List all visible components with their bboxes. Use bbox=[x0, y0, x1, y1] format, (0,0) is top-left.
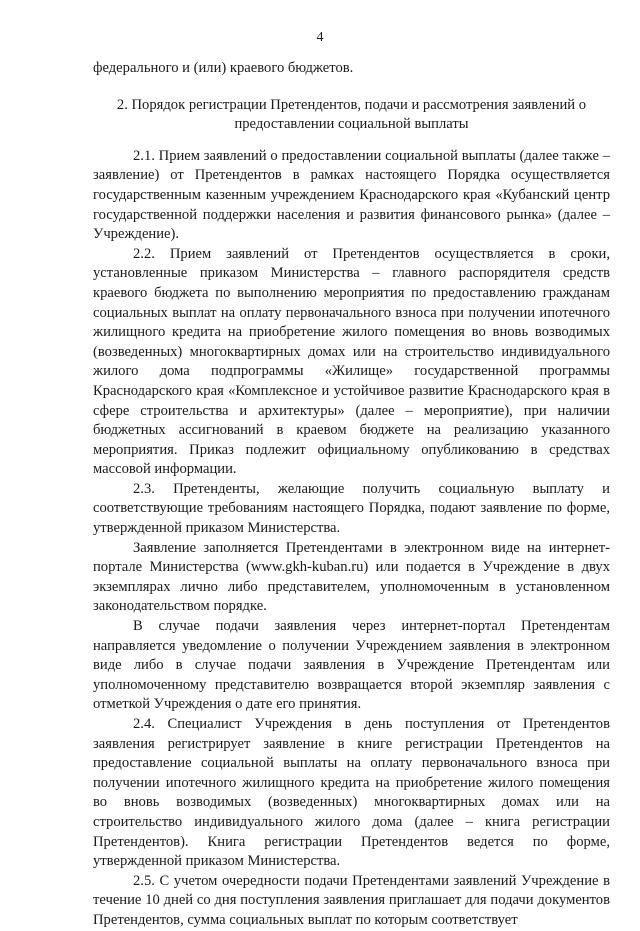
paragraph-application-form: Заявление заполняется Претендентами в электронном виде на интернет-портале Министерства (www.gkh-kuban.ru) или подается в Учреждение в двух экземплярах лично либо представителем, уполномоченным в установленном законодательством порядке. bbox=[93, 539, 610, 615]
paragraph-2-5: 2.5. С учетом очередности подачи Претендентами заявлений Учреждение в течение 10 дней со дня поступления заявления приглашает для подачи документов Претендентов, сумма социальных выплат по которым соответствует bbox=[93, 872, 610, 928]
section-heading: 2. Порядок регистрации Претендентов, подачи и рассмотрения заявлений о предоставлении социальной выплаты bbox=[116, 96, 587, 133]
paragraph-2-1: 2.1. Прием заявлений о предоставлении социальной выплаты (далее также – заявление) от Претендентов в рамках настоящего Порядка осуществляется государственным казенным учреждением Краснодарского края «Кубанский центр государственной поддержки населения и развития финансового рынка» (далее – Учреждение). bbox=[93, 147, 610, 243]
document-body bbox=[93, 59, 610, 931]
page-number: 4 bbox=[316, 30, 324, 45]
continuation-text: федерального и (или) краевого бюджетов. bbox=[93, 60, 354, 76]
paragraph-2-2: 2.2. Прием заявлений от Претендентов осуществляется в сроки, установленные приказом Министерства – главного распорядителя средств краевого бюджета по выполнению мероприятия по предоставлению гражданам социальных выплат на оплату первоначального взноса при получении ипотечного жилищного кредита на приобретение жилого помещения во вновь возводимых (возведенных) многоквартирных домах или на строительство индивидуального жилого дома подпрограммы «Жилище» государственной программы Краснодарского края «Комплексное и устойчивое развитие Краснодарского края в сфере строительства и архитектуры» (далее – мероприятие), при наличии бюджетных ассигнований в краевом бюджете на реализацию указанного мероприятия. Приказ подлежит официальному опубликованию в средствах массовой информации. bbox=[93, 245, 610, 478]
paragraph-2-4: 2.4. Специалист Учреждения в день поступления от Претендентов заявления регистрирует заявление в книге регистрации Претендентов на предоставление социальной выплаты на оплату первоначального взноса при получении ипотечного жилищного кредита на приобретение жилого помещения во вновь возводимых (возведенных) многоквартирных домах или на строительство индивидуального жилого дома (далее – книга регистрации Претендентов). Книга регистрации Претендентов ведется по форме, утвержденной приказом Министерства. bbox=[93, 716, 610, 870]
paragraph-notification: В случае подачи заявления через интернет-портал Претендентам направляется уведомление о получении Учреждением заявления в электронном виде либо в случае подачи заявления в Учреждение Претендентам или уполномоченному представителю возвращается второй экземпляр заявления с отметкой Учреждения о дате его принятия. bbox=[93, 618, 610, 713]
paragraph-2-3: 2.3. Претенденты, желающие получить социальную выплату и соответствующие требованиям настоящего Порядка, подают заявление по форме, утвержденной приказом Министерства. bbox=[93, 480, 610, 537]
